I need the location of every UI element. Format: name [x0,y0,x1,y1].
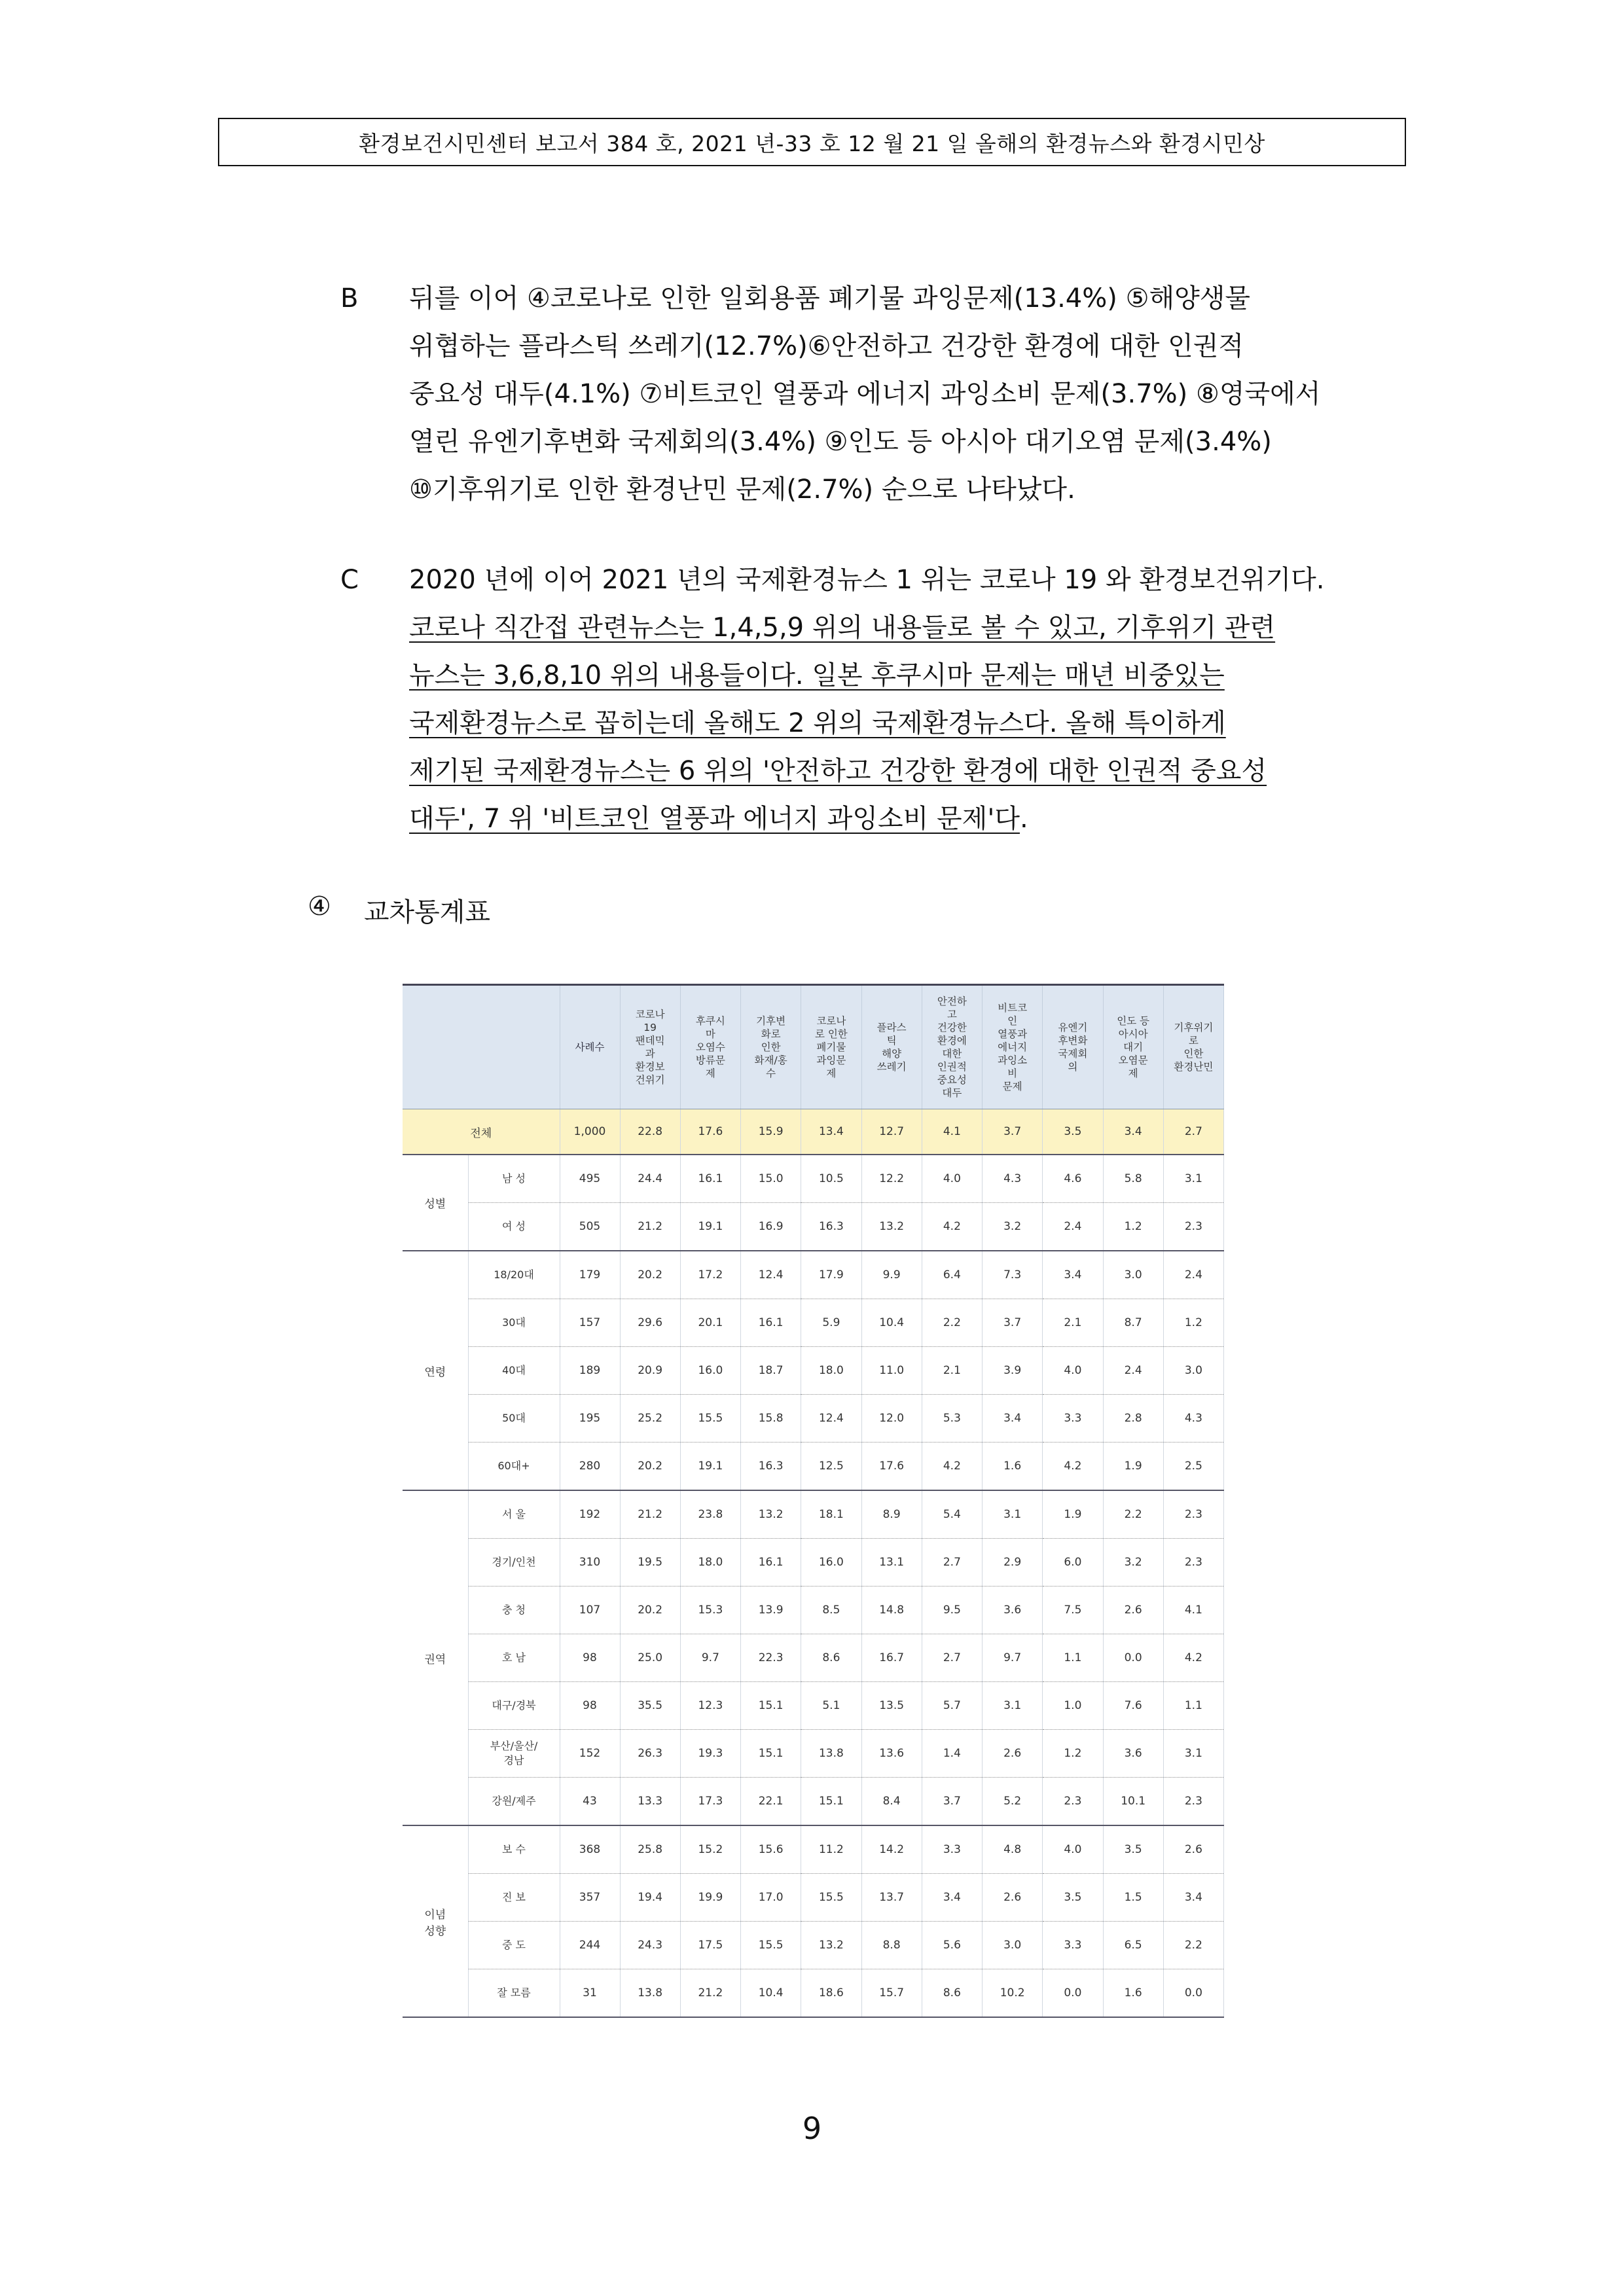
table-corner-cell [403,985,560,1109]
row-value: 15.1 [801,1778,861,1826]
total-label: 전체 [403,1109,560,1155]
row-value: 1.9 [1103,1443,1163,1491]
paragraph-c-underlined-line: 제기된 국제환경뉴스는 6 위의 '안전하고 건강한 환경에 대한 인권적 중요성 [409,756,1267,786]
row-value: 18.0 [680,1539,740,1587]
row-category: 서 울 [468,1490,560,1539]
section-marker: ④ [308,891,331,922]
row-category: 잘 모름 [468,1969,560,2018]
row-value: 5.2 [983,1778,1043,1826]
row-value: 1.6 [1103,1969,1163,2018]
total-value: 3.5 [1043,1109,1103,1155]
row-value: 9.5 [922,1587,982,1634]
row-value: 3.1 [1163,1155,1223,1203]
row-value: 20.2 [620,1251,680,1299]
row-n: 43 [560,1778,620,1826]
column-header: 안전하 고 건강한 환경에 대한 인권적 중요성 대두 [922,985,982,1109]
table-row [403,1969,1224,2018]
table-row [403,1490,1224,1539]
row-value: 13.7 [861,1874,922,1922]
row-value: 4.0 [1043,1825,1103,1874]
row-value: 10.1 [1103,1778,1163,1826]
row-category: 18/20대 [468,1251,560,1299]
paragraph-b-marker: B [340,283,359,314]
table-row [403,1682,1224,1730]
row-value: 15.0 [741,1155,801,1203]
row-value: 7.3 [983,1251,1043,1299]
table-row [403,1203,1224,1251]
row-value: 16.0 [680,1347,740,1395]
row-value: 4.1 [1163,1587,1223,1634]
paragraph-b-line: 뒤를 이어 ④코로나로 인한 일회용품 폐기물 과잉문제(13.4%) ⑤해양생물 [409,283,1251,314]
row-value: 2.9 [983,1539,1043,1587]
row-category: 부산/울산/ 경남 [468,1730,560,1778]
row-value: 15.1 [741,1730,801,1778]
row-value: 12.0 [861,1395,922,1443]
row-n: 157 [560,1299,620,1347]
table-row [403,1922,1224,1969]
report-header-title: 환경보건시민센터 보고서 384 호, 2021 년-33 호 12 월 21 일 올해의 환경뉴스와 환경시민상 [359,130,1265,156]
row-value: 13.9 [741,1587,801,1634]
row-value: 4.2 [922,1443,982,1491]
table-row [403,1634,1224,1682]
row-value: 12.4 [741,1251,801,1299]
row-value: 19.3 [680,1730,740,1778]
row-value: 21.2 [620,1203,680,1251]
group-label: 성별 [403,1155,468,1251]
row-value: 5.6 [922,1922,982,1969]
row-n: 31 [560,1969,620,2018]
column-header: 후쿠시 마 오염수 방류문 제 [680,985,740,1109]
table-header-row [403,985,1224,1109]
row-value: 3.3 [1043,1922,1103,1969]
row-value: 15.5 [801,1874,861,1922]
row-value: 2.6 [983,1730,1043,1778]
row-value: 6.0 [1043,1539,1103,1587]
row-value: 5.7 [922,1682,982,1730]
row-value: 17.6 [861,1443,922,1491]
table-row [403,1443,1224,1491]
row-value: 13.1 [861,1539,922,1587]
table-row [403,1395,1224,1443]
table-row [403,1874,1224,1922]
column-header: 기후위기 로 인한 환경난민 [1163,985,1223,1109]
row-value: 6.5 [1103,1922,1163,1969]
row-value: 16.7 [861,1634,922,1682]
row-value: 11.2 [801,1825,861,1874]
row-value: 3.1 [983,1490,1043,1539]
row-value: 15.8 [741,1395,801,1443]
row-value: 1.4 [922,1730,982,1778]
row-value: 10.4 [741,1969,801,2018]
row-value: 3.5 [1103,1825,1163,1874]
column-header: 기후변 화로 인한 화재/홍 수 [741,985,801,1109]
row-value: 1.0 [1043,1682,1103,1730]
row-value: 5.3 [922,1395,982,1443]
total-value: 22.8 [620,1109,680,1155]
row-value: 1.2 [1103,1203,1163,1251]
row-value: 6.4 [922,1251,982,1299]
row-value: 16.1 [741,1539,801,1587]
row-value: 4.3 [983,1155,1043,1203]
row-value: 3.1 [1163,1730,1223,1778]
row-value: 2.3 [1163,1490,1223,1539]
row-category: 충 청 [468,1587,560,1634]
paragraph-c-underlined-line: 코로나 직간접 관련뉴스는 1,4,5,9 위의 내용들로 볼 수 있고, 기후위기 관련 [409,613,1276,643]
paragraph-b-line: 위협하는 플라스틱 쓰레기(12.7%)⑥안전하고 건강한 환경에 대한 인권적 [409,331,1244,361]
row-value: 19.1 [680,1443,740,1491]
row-value: 18.7 [741,1347,801,1395]
row-value: 3.5 [1043,1874,1103,1922]
row-value: 3.4 [1163,1874,1223,1922]
table-row [403,1587,1224,1634]
row-value: 2.2 [1163,1922,1223,1969]
total-value: 4.1 [922,1109,982,1155]
row-n: 179 [560,1251,620,1299]
row-value: 0.0 [1163,1969,1223,2018]
row-value: 4.3 [1163,1395,1223,1443]
row-category: 강원/제주 [468,1778,560,1826]
row-n: 195 [560,1395,620,1443]
row-value: 4.0 [1043,1347,1103,1395]
row-value: 21.2 [680,1969,740,2018]
paragraph-c-line: 2020 년에 이어 2021 년의 국제환경뉴스 1 위는 코로나 19 와 환경보건위기다. [409,565,1325,595]
row-value: 13.3 [620,1778,680,1826]
row-value: 25.2 [620,1395,680,1443]
row-value: 20.9 [620,1347,680,1395]
paragraph-c-underlined-line: 국제환경뉴스로 꼽히는데 올해도 2 위의 국제환경뉴스다. 올해 특이하게 [409,708,1226,738]
paragraph-b-line: 열린 유엔기후변화 국제회의(3.4%) ⑨인도 등 아시아 대기오염 문제(3.4%) [409,427,1272,457]
row-value: 4.8 [983,1825,1043,1874]
total-value: 17.6 [680,1109,740,1155]
table-row [403,1299,1224,1347]
row-value: 2.6 [983,1874,1043,1922]
report-header [218,118,1406,166]
row-value: 2.6 [1163,1825,1223,1874]
row-value: 11.0 [861,1347,922,1395]
section-heading [308,891,490,929]
paragraph-b [340,275,1414,514]
row-value: 8.5 [801,1587,861,1634]
row-category: 30대 [468,1299,560,1347]
row-value: 1.2 [1043,1730,1103,1778]
row-value: 4.6 [1043,1155,1103,1203]
row-value: 18.0 [801,1347,861,1395]
row-value: 12.2 [861,1155,922,1203]
row-value: 2.6 [1103,1587,1163,1634]
total-value: 13.4 [801,1109,861,1155]
row-value: 13.8 [620,1969,680,2018]
row-n: 244 [560,1922,620,1969]
row-value: 19.5 [620,1539,680,1587]
row-value: 3.0 [1163,1347,1223,1395]
row-value: 2.4 [1043,1203,1103,1251]
row-category: 60대+ [468,1443,560,1491]
row-value: 2.1 [1043,1299,1103,1347]
row-value: 9.9 [861,1251,922,1299]
row-value: 20.2 [620,1587,680,1634]
row-category: 중 도 [468,1922,560,1969]
row-value: 3.7 [983,1299,1043,1347]
table-body [403,1109,1224,2018]
total-value: 15.9 [741,1109,801,1155]
row-value: 1.9 [1043,1490,1103,1539]
row-value: 2.5 [1163,1443,1223,1491]
row-value: 19.9 [680,1874,740,1922]
paragraph-c-underlined-line: 뉴스는 3,6,8,10 위의 내용들이다. 일본 후쿠시마 문제는 매년 비중있는 [409,660,1225,691]
row-value: 17.2 [680,1251,740,1299]
paragraph-c-line-tail: . [1019,804,1028,834]
row-n: 98 [560,1634,620,1682]
row-value: 2.2 [922,1299,982,1347]
row-value: 5.9 [801,1299,861,1347]
row-value: 13.2 [801,1922,861,1969]
column-header-n: 사례수 [560,985,620,1109]
row-value: 29.6 [620,1299,680,1347]
row-value: 16.0 [801,1539,861,1587]
row-value: 15.1 [741,1682,801,1730]
row-value: 7.6 [1103,1682,1163,1730]
paragraph-b-line: 중요성 대두(4.1%) ⑦비트코인 열풍과 에너지 과잉소비 문제(3.7%) ⑧영국에서 [409,379,1321,409]
row-value: 3.3 [922,1825,982,1874]
row-n: 505 [560,1203,620,1251]
row-value: 1.2 [1163,1299,1223,1347]
row-value: 16.9 [741,1203,801,1251]
row-category: 50대 [468,1395,560,1443]
row-value: 7.5 [1043,1587,1103,1634]
row-category: 40대 [468,1347,560,1395]
page-number: 9 [802,2111,822,2146]
column-header: 인도 등 아시아 대기 오염문 제 [1103,985,1163,1109]
paragraph-c-underlined-line: 대두', 7 위 '비트코인 열풍과 에너지 과잉소비 문제'다 [409,804,1020,834]
row-value: 2.7 [922,1634,982,1682]
row-value: 2.3 [1163,1203,1223,1251]
row-value: 1.1 [1163,1682,1223,1730]
row-value: 22.1 [741,1778,801,1826]
row-value: 0.0 [1043,1969,1103,2018]
row-value: 22.3 [741,1634,801,1682]
table-row-total [403,1109,1224,1155]
row-category: 진 보 [468,1874,560,1922]
row-value: 8.6 [922,1969,982,2018]
row-value: 3.2 [983,1203,1043,1251]
row-value: 16.1 [741,1299,801,1347]
column-header: 비트코 인 열풍과 에너지 과잉소 비 문제 [983,985,1043,1109]
group-label: 연령 [403,1251,468,1490]
row-value: 2.3 [1163,1539,1223,1587]
total-value: 3.4 [1103,1109,1163,1155]
row-value: 3.0 [983,1922,1043,1969]
column-header: 코로나 19 팬데믹 과 환경보 건위기 [620,985,680,1109]
total-value: 12.7 [861,1109,922,1155]
row-value: 18.6 [801,1969,861,2018]
row-value: 14.8 [861,1587,922,1634]
row-value: 10.4 [861,1299,922,1347]
total-n: 1,000 [560,1109,620,1155]
row-value: 9.7 [983,1634,1043,1682]
table-row [403,1251,1224,1299]
row-n: 98 [560,1682,620,1730]
row-value: 15.2 [680,1825,740,1874]
table-row [403,1347,1224,1395]
row-value: 10.2 [983,1969,1043,2018]
section-title: 교차통계표 [363,897,491,927]
row-value: 1.5 [1103,1874,1163,1922]
table-row [403,1155,1224,1203]
row-value: 20.1 [680,1299,740,1347]
row-value: 3.4 [983,1395,1043,1443]
row-value: 3.6 [1103,1730,1163,1778]
row-value: 3.0 [1103,1251,1163,1299]
row-value: 2.1 [922,1347,982,1395]
column-header: 플라스 틱 해양 쓰레기 [861,985,922,1109]
row-value: 25.8 [620,1825,680,1874]
paragraph-c [340,556,1414,843]
row-category: 대구/경북 [468,1682,560,1730]
row-n: 495 [560,1155,620,1203]
total-value: 2.7 [1163,1109,1223,1155]
row-value: 3.4 [922,1874,982,1922]
row-value: 25.0 [620,1634,680,1682]
row-value: 24.3 [620,1922,680,1969]
row-value: 8.6 [801,1634,861,1682]
row-value: 2.4 [1103,1347,1163,1395]
row-n: 189 [560,1347,620,1395]
row-value: 2.7 [922,1539,982,1587]
row-category: 경기/인천 [468,1539,560,1587]
row-value: 10.5 [801,1155,861,1203]
paragraph-c-marker: C [340,565,359,595]
row-value: 17.9 [801,1251,861,1299]
group-label: 권역 [403,1490,468,1825]
row-value: 19.1 [680,1203,740,1251]
row-category: 호 남 [468,1634,560,1682]
row-value: 12.4 [801,1395,861,1443]
row-value: 8.9 [861,1490,922,1539]
row-value: 24.4 [620,1155,680,1203]
cross-tab-table [403,984,1224,2018]
row-category: 남 성 [468,1155,560,1203]
row-value: 9.7 [680,1634,740,1682]
row-value: 8.8 [861,1922,922,1969]
table-row [403,1730,1224,1778]
row-value: 26.3 [620,1730,680,1778]
row-value: 13.2 [741,1490,801,1539]
row-n: 192 [560,1490,620,1539]
row-value: 4.2 [922,1203,982,1251]
row-value: 0.0 [1103,1634,1163,1682]
row-value: 15.3 [680,1587,740,1634]
row-value: 4.0 [922,1155,982,1203]
row-value: 12.3 [680,1682,740,1730]
row-value: 17.0 [741,1874,801,1922]
row-value: 4.2 [1163,1634,1223,1682]
row-value: 17.3 [680,1778,740,1826]
row-value: 3.2 [1103,1539,1163,1587]
row-value: 15.5 [680,1395,740,1443]
column-header: 코로나 로 인한 폐기물 과잉문 제 [801,985,861,1109]
row-value: 8.4 [861,1778,922,1826]
row-value: 3.4 [1043,1251,1103,1299]
row-value: 13.8 [801,1730,861,1778]
table-row [403,1778,1224,1826]
row-category: 보 수 [468,1825,560,1874]
row-value: 2.4 [1163,1251,1223,1299]
row-value: 13.2 [861,1203,922,1251]
row-value: 2.2 [1103,1490,1163,1539]
cross-tab-table-container [403,984,1224,2018]
row-value: 2.3 [1043,1778,1103,1826]
row-n: 310 [560,1539,620,1587]
total-value: 3.7 [983,1109,1043,1155]
row-value: 15.6 [741,1825,801,1874]
row-value: 21.2 [620,1490,680,1539]
row-value: 23.8 [680,1490,740,1539]
row-value: 18.1 [801,1490,861,1539]
row-value: 5.1 [801,1682,861,1730]
row-value: 1.1 [1043,1634,1103,1682]
row-value: 3.7 [922,1778,982,1826]
row-value: 2.8 [1103,1395,1163,1443]
row-value: 35.5 [620,1682,680,1730]
row-value: 3.6 [983,1587,1043,1634]
row-value: 3.9 [983,1347,1043,1395]
row-value: 13.6 [861,1730,922,1778]
row-value: 8.7 [1103,1299,1163,1347]
row-value: 1.6 [983,1443,1043,1491]
row-value: 17.5 [680,1922,740,1969]
row-value: 16.3 [741,1443,801,1491]
row-n: 152 [560,1730,620,1778]
row-value: 14.2 [861,1825,922,1874]
row-category: 여 성 [468,1203,560,1251]
column-header: 유엔기 후변화 국제회 의 [1043,985,1103,1109]
row-value: 3.1 [983,1682,1043,1730]
row-n: 357 [560,1874,620,1922]
table-row [403,1539,1224,1587]
row-value: 16.1 [680,1155,740,1203]
row-value: 5.4 [922,1490,982,1539]
row-value: 20.2 [620,1443,680,1491]
row-value: 4.2 [1043,1443,1103,1491]
row-value: 3.3 [1043,1395,1103,1443]
row-value: 2.3 [1163,1778,1223,1826]
row-n: 368 [560,1825,620,1874]
row-value: 15.7 [861,1969,922,2018]
group-label: 이념 성향 [403,1825,468,2017]
row-value: 16.3 [801,1203,861,1251]
row-value: 12.5 [801,1443,861,1491]
row-n: 107 [560,1587,620,1634]
row-value: 19.4 [620,1874,680,1922]
row-value: 15.5 [741,1922,801,1969]
table-row [403,1825,1224,1874]
row-value: 5.8 [1103,1155,1163,1203]
row-value: 13.5 [861,1682,922,1730]
row-n: 280 [560,1443,620,1491]
paragraph-b-line: ⑩기후위기로 인한 환경난민 문제(2.7%) 순으로 나타났다. [409,475,1075,505]
